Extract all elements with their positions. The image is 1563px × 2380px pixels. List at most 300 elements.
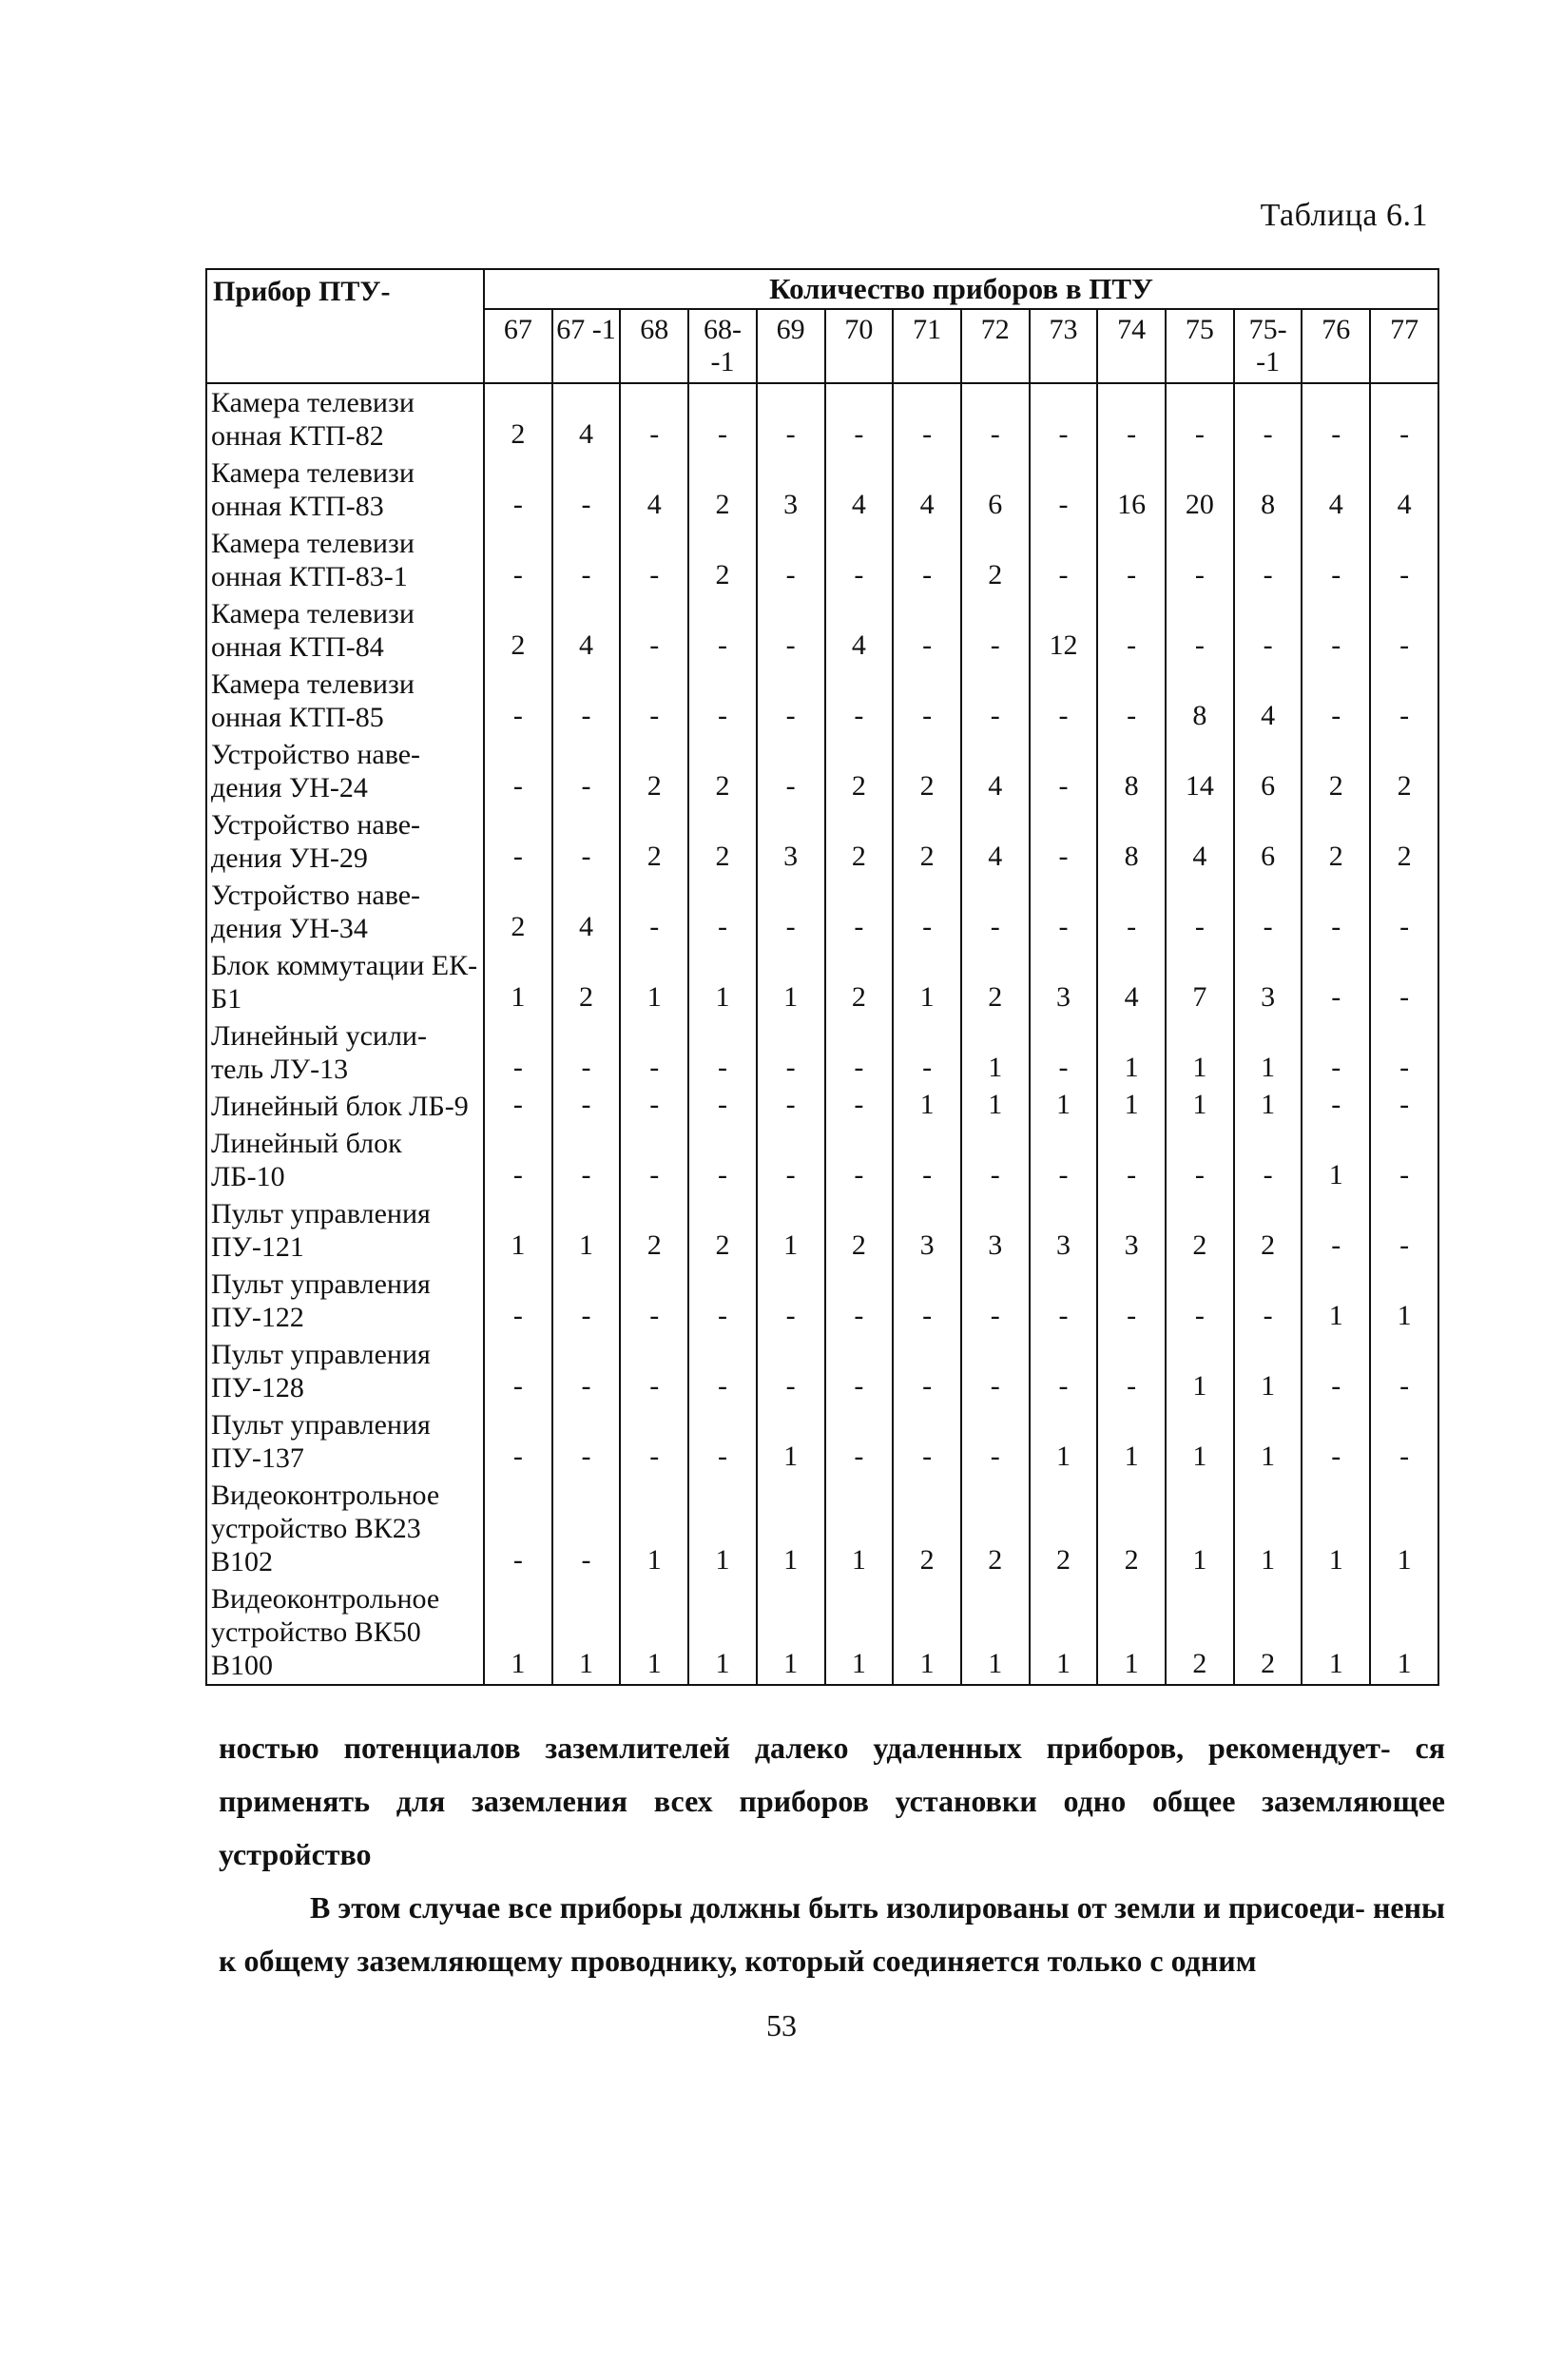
quantity-cell: - bbox=[1097, 877, 1166, 947]
quantity-cell: 1 bbox=[825, 1580, 894, 1685]
device-name-cell: Видеоконтрольное устройство ВК23 В102 bbox=[206, 1477, 484, 1580]
quantity-cell: 1 bbox=[552, 1580, 621, 1685]
quantity-cell: 4 bbox=[825, 455, 894, 525]
quantity-cell: 1 bbox=[484, 1195, 552, 1266]
device-name-cell: Камера телевизи онная КТП-83 bbox=[206, 455, 484, 525]
quantity-cell: 2 bbox=[1234, 1580, 1302, 1685]
quantity-cell: 2 bbox=[484, 383, 552, 455]
quantity-cell: - bbox=[961, 1406, 1030, 1477]
quantity-cell: 4 bbox=[1234, 666, 1302, 736]
table-row bbox=[206, 1017, 1438, 1088]
quantity-cell: 1 bbox=[1097, 1406, 1166, 1477]
quantity-cell: 2 bbox=[893, 1477, 961, 1580]
table-row bbox=[206, 383, 1438, 455]
quantity-cell: - bbox=[552, 806, 621, 877]
quantity-cell: 1 bbox=[1030, 1088, 1098, 1125]
quantity-cell: 2 bbox=[1234, 1195, 1302, 1266]
quantity-cell: 1 bbox=[688, 1477, 757, 1580]
quantity-cell: - bbox=[757, 383, 825, 455]
quantity-cell: 1 bbox=[484, 1580, 552, 1685]
quantity-cell: - bbox=[1097, 1125, 1166, 1195]
quantity-cell: 3 bbox=[757, 806, 825, 877]
table-header-row-group bbox=[206, 269, 1438, 309]
table-row bbox=[206, 1088, 1438, 1125]
quantity-cell: - bbox=[1302, 383, 1370, 455]
quantity-cell: 2 bbox=[825, 806, 894, 877]
quantity-cell: 1 bbox=[552, 1195, 621, 1266]
quantity-cell: 2 bbox=[961, 525, 1030, 595]
quantity-cell: - bbox=[552, 1088, 621, 1125]
quantity-cell: - bbox=[688, 1017, 757, 1088]
quantity-cell: 2 bbox=[1166, 1580, 1234, 1685]
quantity-cell: - bbox=[961, 1266, 1030, 1336]
quantity-cell: - bbox=[1370, 1088, 1438, 1125]
quantity-cell: 4 bbox=[1302, 455, 1370, 525]
table-row bbox=[206, 736, 1438, 806]
quantity-cell: 2 bbox=[620, 1195, 688, 1266]
quantity-cell: - bbox=[484, 455, 552, 525]
quantity-cell: - bbox=[1302, 595, 1370, 666]
quantity-cell: - bbox=[1302, 1336, 1370, 1406]
quantity-cell: - bbox=[961, 1125, 1030, 1195]
quantity-cell: - bbox=[1030, 1336, 1098, 1406]
device-name-cell: Камера телевизи онная КТП-83-1 bbox=[206, 525, 484, 595]
quantity-cell: 3 bbox=[1030, 947, 1098, 1017]
quantity-cell: 2 bbox=[893, 806, 961, 877]
quantity-cell: - bbox=[961, 877, 1030, 947]
quantity-cell: 4 bbox=[1370, 455, 1438, 525]
column-header: 68- -1 bbox=[688, 309, 757, 383]
quantity-cell: - bbox=[1030, 1266, 1098, 1336]
quantity-cell: - bbox=[1302, 947, 1370, 1017]
quantity-cell: - bbox=[825, 525, 894, 595]
quantity-cell: - bbox=[484, 525, 552, 595]
device-name-cell: Устройство наве- дения УН-34 bbox=[206, 877, 484, 947]
quantity-cell: 2 bbox=[484, 595, 552, 666]
quantity-cell: 1 bbox=[757, 1477, 825, 1580]
quantity-cell: - bbox=[484, 1088, 552, 1125]
quantity-cell: - bbox=[1370, 877, 1438, 947]
device-name-cell: Пульт управления ПУ-128 bbox=[206, 1336, 484, 1406]
quantity-cell: - bbox=[893, 595, 961, 666]
quantity-cell: 1 bbox=[961, 1088, 1030, 1125]
quantity-cell: - bbox=[688, 666, 757, 736]
quantity-cell: - bbox=[1370, 1195, 1438, 1266]
quantity-cell: - bbox=[552, 666, 621, 736]
quantity-cell: - bbox=[620, 525, 688, 595]
quantity-cell: 3 bbox=[1030, 1195, 1098, 1266]
quantity-cell: 4 bbox=[893, 455, 961, 525]
quantity-cell: 2 bbox=[961, 1477, 1030, 1580]
quantity-cell: - bbox=[1030, 806, 1098, 877]
quantity-cell: - bbox=[484, 1125, 552, 1195]
table-row bbox=[206, 595, 1438, 666]
quantity-cell: - bbox=[1030, 525, 1098, 595]
quantity-cell: - bbox=[552, 1477, 621, 1580]
quantity-cell: - bbox=[688, 1266, 757, 1336]
quantity-cell: - bbox=[1302, 1195, 1370, 1266]
quantity-cell: 7 bbox=[1166, 947, 1234, 1017]
quantity-cell: 6 bbox=[1234, 806, 1302, 877]
column-header: 77 bbox=[1370, 309, 1438, 383]
quantity-group-header: Количество приборов в ПТУ bbox=[484, 269, 1438, 309]
quantity-cell: - bbox=[484, 1017, 552, 1088]
quantity-cell: 1 bbox=[620, 1477, 688, 1580]
page-number: 53 bbox=[766, 2008, 797, 2042]
quantity-cell: 2 bbox=[552, 947, 621, 1017]
quantity-cell: 1 bbox=[484, 947, 552, 1017]
quantity-cell: - bbox=[1302, 525, 1370, 595]
quantity-cell: - bbox=[1166, 1125, 1234, 1195]
quantity-cell: - bbox=[620, 877, 688, 947]
quantity-cell: - bbox=[757, 1017, 825, 1088]
table-row bbox=[206, 1195, 1438, 1266]
quantity-cell: 1 bbox=[620, 1580, 688, 1685]
quantity-cell: 3 bbox=[757, 455, 825, 525]
quantity-cell: 2 bbox=[1097, 1477, 1166, 1580]
table-row bbox=[206, 1477, 1438, 1580]
quantity-cell: 1 bbox=[1370, 1580, 1438, 1685]
quantity-cell: - bbox=[688, 383, 757, 455]
quantity-cell: 14 bbox=[1166, 736, 1234, 806]
quantity-cell: 1 bbox=[893, 1088, 961, 1125]
quantity-cell: 8 bbox=[1166, 666, 1234, 736]
quantity-cell: - bbox=[1234, 877, 1302, 947]
quantity-cell: 4 bbox=[961, 736, 1030, 806]
column-header: 67 -1 bbox=[552, 309, 621, 383]
quantity-cell: - bbox=[1234, 1125, 1302, 1195]
quantity-cell: - bbox=[1302, 1406, 1370, 1477]
quantity-cell: - bbox=[1370, 525, 1438, 595]
quantity-cell: 1 bbox=[1097, 1580, 1166, 1685]
quantity-cell: - bbox=[893, 1017, 961, 1088]
quantity-cell: - bbox=[688, 1406, 757, 1477]
table-row bbox=[206, 947, 1438, 1017]
table-row bbox=[206, 1580, 1438, 1685]
quantity-cell: - bbox=[1097, 595, 1166, 666]
table-row bbox=[206, 877, 1438, 947]
quantity-cell: - bbox=[757, 1336, 825, 1406]
quantity-cell: 1 bbox=[1030, 1580, 1098, 1685]
quantity-cell: 4 bbox=[552, 877, 621, 947]
column-header: 67 bbox=[484, 309, 552, 383]
quantity-cell: - bbox=[484, 806, 552, 877]
quantity-cell: - bbox=[825, 383, 894, 455]
quantity-cell: - bbox=[1166, 525, 1234, 595]
quantity-cell: 1 bbox=[757, 947, 825, 1017]
device-name-cell: Видеоконтрольное устройство ВК50 В100 bbox=[206, 1580, 484, 1685]
quantity-cell: - bbox=[1370, 595, 1438, 666]
quantity-cell: 2 bbox=[688, 806, 757, 877]
quantity-cell: - bbox=[893, 383, 961, 455]
quantity-cell: - bbox=[620, 666, 688, 736]
quantity-cell: 1 bbox=[1166, 1336, 1234, 1406]
quantity-cell: - bbox=[893, 1406, 961, 1477]
quantity-cell: 1 bbox=[1166, 1406, 1234, 1477]
quantity-cell: 1 bbox=[961, 1017, 1030, 1088]
quantity-cell: - bbox=[1370, 666, 1438, 736]
quantity-cell: 1 bbox=[1166, 1477, 1234, 1580]
quantity-cell: 16 bbox=[1097, 455, 1166, 525]
quantity-cell: 1 bbox=[688, 947, 757, 1017]
quantity-cell: - bbox=[961, 666, 1030, 736]
quantity-cell: 6 bbox=[1234, 736, 1302, 806]
quantity-cell: 4 bbox=[552, 595, 621, 666]
quantity-cell: - bbox=[1166, 1266, 1234, 1336]
quantity-cell: - bbox=[1166, 595, 1234, 666]
quantity-cell: 2 bbox=[1302, 736, 1370, 806]
quantity-cell: 1 bbox=[1302, 1477, 1370, 1580]
quantity-cell: - bbox=[1302, 877, 1370, 947]
quantity-cell: 2 bbox=[961, 947, 1030, 1017]
quantity-cell: - bbox=[1030, 1017, 1098, 1088]
quantity-cell: 1 bbox=[1302, 1580, 1370, 1685]
quantity-cell: - bbox=[893, 1125, 961, 1195]
quantity-cell: - bbox=[484, 1477, 552, 1580]
quantity-cell: - bbox=[961, 595, 1030, 666]
quantity-cell: - bbox=[825, 1336, 894, 1406]
quantity-cell: - bbox=[620, 1406, 688, 1477]
quantity-cell: - bbox=[757, 1125, 825, 1195]
quantity-cell: - bbox=[1370, 1406, 1438, 1477]
quantity-cell: - bbox=[961, 383, 1030, 455]
column-header: 72 bbox=[961, 309, 1030, 383]
quantity-cell: - bbox=[688, 595, 757, 666]
quantity-cell: 3 bbox=[893, 1195, 961, 1266]
table-row bbox=[206, 1406, 1438, 1477]
column-header: 71 bbox=[893, 309, 961, 383]
quantity-cell: - bbox=[757, 736, 825, 806]
quantity-cell: 1 bbox=[1234, 1017, 1302, 1088]
quantity-cell: 2 bbox=[1030, 1477, 1098, 1580]
quantity-cell: 6 bbox=[961, 455, 1030, 525]
quantity-cell: 4 bbox=[552, 383, 621, 455]
table-row bbox=[206, 455, 1438, 525]
column-header: 76 bbox=[1302, 309, 1370, 383]
quantity-cell: 12 bbox=[1030, 595, 1098, 666]
quantity-cell: - bbox=[1370, 1336, 1438, 1406]
quantity-cell: - bbox=[1370, 947, 1438, 1017]
quantity-cell: - bbox=[620, 383, 688, 455]
device-name-cell: Устройство наве- дения УН-29 bbox=[206, 806, 484, 877]
quantity-cell: - bbox=[757, 595, 825, 666]
quantity-cell: - bbox=[1302, 1017, 1370, 1088]
quantity-cell: 1 bbox=[1234, 1336, 1302, 1406]
quantity-cell: - bbox=[1030, 383, 1098, 455]
quantity-cell: 2 bbox=[825, 947, 894, 1017]
quantity-cell: 2 bbox=[620, 736, 688, 806]
table-row bbox=[206, 1336, 1438, 1406]
quantity-cell: - bbox=[552, 1336, 621, 1406]
quantity-cell: - bbox=[552, 736, 621, 806]
quantity-cell: - bbox=[893, 1266, 961, 1336]
quantity-cell: 20 bbox=[1166, 455, 1234, 525]
quantity-cell: 1 bbox=[1234, 1406, 1302, 1477]
quantity-cell: - bbox=[1166, 383, 1234, 455]
quantity-cell: 1 bbox=[620, 947, 688, 1017]
quantity-cell: 4 bbox=[620, 455, 688, 525]
quantity-cell: - bbox=[893, 666, 961, 736]
quantity-cell: 3 bbox=[1234, 947, 1302, 1017]
quantity-cell: - bbox=[1234, 525, 1302, 595]
quantity-cell: 1 bbox=[1166, 1017, 1234, 1088]
table-caption: Таблица 6.1 bbox=[1260, 198, 1428, 233]
device-name-cell: Пульт управления ПУ-137 bbox=[206, 1406, 484, 1477]
quantity-cell: - bbox=[484, 1406, 552, 1477]
quantity-cell: 8 bbox=[1234, 455, 1302, 525]
quantity-cell: - bbox=[1030, 455, 1098, 525]
quantity-cell: - bbox=[1097, 383, 1166, 455]
quantity-cell: - bbox=[620, 1266, 688, 1336]
quantity-cell: 1 bbox=[1370, 1266, 1438, 1336]
quantity-cell: - bbox=[688, 877, 757, 947]
quantity-cell: 1 bbox=[1097, 1088, 1166, 1125]
device-name-cell: Пульт управления ПУ-121 bbox=[206, 1195, 484, 1266]
quantity-cell: - bbox=[1234, 595, 1302, 666]
quantity-cell: 1 bbox=[893, 947, 961, 1017]
quantity-cell: 1 bbox=[1234, 1088, 1302, 1125]
quantity-cell: 1 bbox=[1370, 1477, 1438, 1580]
quantity-cell: - bbox=[893, 877, 961, 947]
quantity-cell: 1 bbox=[961, 1580, 1030, 1685]
device-count-table bbox=[205, 268, 1439, 1686]
quantity-cell: 1 bbox=[757, 1195, 825, 1266]
quantity-cell: - bbox=[1030, 1125, 1098, 1195]
device-name-cell: Камера телевизи онная КТП-84 bbox=[206, 595, 484, 666]
quantity-cell: 2 bbox=[893, 736, 961, 806]
quantity-cell: 3 bbox=[1097, 1195, 1166, 1266]
quantity-cell: 8 bbox=[1097, 736, 1166, 806]
quantity-cell: 2 bbox=[620, 806, 688, 877]
quantity-cell: - bbox=[1370, 383, 1438, 455]
quantity-cell: - bbox=[825, 1017, 894, 1088]
device-name-cell: Линейный блок ЛБ-9 bbox=[206, 1088, 484, 1125]
quantity-cell: - bbox=[552, 455, 621, 525]
quantity-cell: - bbox=[552, 1406, 621, 1477]
quantity-cell: 2 bbox=[688, 736, 757, 806]
quantity-cell: 4 bbox=[961, 806, 1030, 877]
quantity-cell: - bbox=[825, 1125, 894, 1195]
quantity-cell: - bbox=[1302, 666, 1370, 736]
quantity-cell: 2 bbox=[825, 1195, 894, 1266]
device-column-header: Прибор ПТУ- bbox=[206, 269, 484, 383]
device-name-cell: Пульт управления ПУ-122 bbox=[206, 1266, 484, 1336]
quantity-cell: - bbox=[825, 1406, 894, 1477]
quantity-cell: 1 bbox=[1030, 1406, 1098, 1477]
device-name-cell: Линейный усили- тель ЛУ-13 bbox=[206, 1017, 484, 1088]
quantity-cell: - bbox=[552, 1125, 621, 1195]
quantity-cell: - bbox=[484, 666, 552, 736]
quantity-cell: - bbox=[552, 1266, 621, 1336]
quantity-cell: - bbox=[757, 1088, 825, 1125]
quantity-cell: 2 bbox=[825, 736, 894, 806]
quantity-cell: 1 bbox=[893, 1580, 961, 1685]
device-name-cell: Устройство наве- дения УН-24 bbox=[206, 736, 484, 806]
quantity-cell: - bbox=[893, 1336, 961, 1406]
quantity-cell: - bbox=[1030, 736, 1098, 806]
quantity-cell: - bbox=[1166, 877, 1234, 947]
quantity-cell: - bbox=[961, 1336, 1030, 1406]
quantity-cell: - bbox=[825, 1266, 894, 1336]
quantity-cell: - bbox=[484, 1266, 552, 1336]
device-name-cell: Линейный блок ЛБ-10 bbox=[206, 1125, 484, 1195]
column-header: 73 bbox=[1030, 309, 1098, 383]
quantity-cell: - bbox=[1234, 383, 1302, 455]
table-row bbox=[206, 1266, 1438, 1336]
quantity-cell: - bbox=[552, 1017, 621, 1088]
table-row bbox=[206, 666, 1438, 736]
quantity-cell: - bbox=[620, 1088, 688, 1125]
quantity-cell: 3 bbox=[961, 1195, 1030, 1266]
quantity-cell: - bbox=[620, 595, 688, 666]
quantity-cell: - bbox=[757, 877, 825, 947]
quantity-cell: 1 bbox=[1302, 1266, 1370, 1336]
quantity-cell: - bbox=[1097, 1336, 1166, 1406]
quantity-cell: 2 bbox=[688, 525, 757, 595]
quantity-cell: - bbox=[825, 1088, 894, 1125]
quantity-cell: 1 bbox=[1097, 1017, 1166, 1088]
column-header: 74 bbox=[1097, 309, 1166, 383]
quantity-cell: - bbox=[1030, 666, 1098, 736]
quantity-cell: - bbox=[1302, 1088, 1370, 1125]
quantity-cell: 2 bbox=[1166, 1195, 1234, 1266]
quantity-cell: 2 bbox=[1302, 806, 1370, 877]
quantity-cell: 1 bbox=[688, 1580, 757, 1685]
quantity-cell: 1 bbox=[757, 1406, 825, 1477]
quantity-cell: - bbox=[825, 877, 894, 947]
quantity-cell: - bbox=[1097, 525, 1166, 595]
quantity-cell: - bbox=[1030, 877, 1098, 947]
quantity-cell: 2 bbox=[1370, 736, 1438, 806]
quantity-cell: 1 bbox=[1234, 1477, 1302, 1580]
quantity-cell: - bbox=[757, 666, 825, 736]
column-header: 70 bbox=[825, 309, 894, 383]
quantity-cell: 4 bbox=[1166, 806, 1234, 877]
quantity-cell: 8 bbox=[1097, 806, 1166, 877]
quantity-cell: - bbox=[688, 1088, 757, 1125]
quantity-cell: - bbox=[620, 1125, 688, 1195]
quantity-cell: - bbox=[688, 1336, 757, 1406]
column-header: 75- -1 bbox=[1234, 309, 1302, 383]
quantity-cell: - bbox=[620, 1017, 688, 1088]
quantity-cell: - bbox=[757, 1266, 825, 1336]
quantity-cell: - bbox=[825, 666, 894, 736]
quantity-cell: 2 bbox=[688, 455, 757, 525]
quantity-cell: - bbox=[1370, 1017, 1438, 1088]
quantity-cell: 1 bbox=[1302, 1125, 1370, 1195]
quantity-cell: 2 bbox=[688, 1195, 757, 1266]
column-header: 68 bbox=[620, 309, 688, 383]
quantity-cell: - bbox=[552, 525, 621, 595]
quantity-cell: - bbox=[1370, 1125, 1438, 1195]
body-paragraph-1: ностью потенциалов заземлителей далеко удаленных приборов, рекомендует- ся применять для заземления всех приборов установки одно общее заземляющее устройство bbox=[219, 1731, 1445, 1871]
quantity-cell: 2 bbox=[1370, 806, 1438, 877]
quantity-cell: - bbox=[484, 736, 552, 806]
quantity-cell: - bbox=[757, 525, 825, 595]
quantity-cell: 4 bbox=[1097, 947, 1166, 1017]
quantity-cell: 1 bbox=[1166, 1088, 1234, 1125]
quantity-cell: 1 bbox=[757, 1580, 825, 1685]
quantity-cell: 4 bbox=[825, 595, 894, 666]
column-header: 75 bbox=[1166, 309, 1234, 383]
device-name-cell: Камера телевизи онная КТП-85 bbox=[206, 666, 484, 736]
table-row bbox=[206, 1125, 1438, 1195]
quantity-cell: - bbox=[893, 525, 961, 595]
quantity-cell: - bbox=[484, 1336, 552, 1406]
quantity-cell: - bbox=[620, 1336, 688, 1406]
quantity-cell: - bbox=[688, 1125, 757, 1195]
quantity-cell: - bbox=[1097, 1266, 1166, 1336]
